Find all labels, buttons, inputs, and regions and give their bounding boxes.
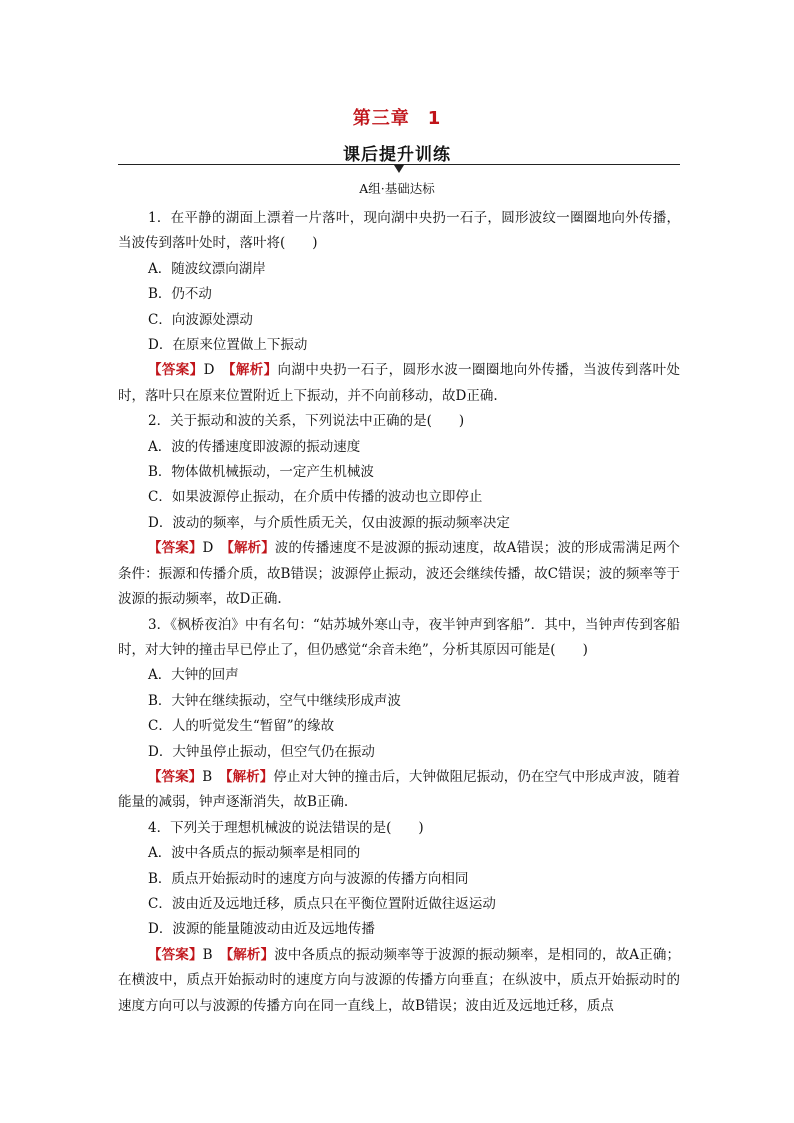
option: A．波中各质点的振动频率是相同的 bbox=[148, 845, 361, 862]
question-stem: 3．《枫桥夜泊》中有名句：“姑苏城外寒山寺，夜半钟声到客船”．其中，当钟声传到客船时，对大钟的撞击早已停止了，但仍感觉“余音未绝”，分析其原因可能是( ) bbox=[118, 616, 680, 658]
option: A．大钟的回声 bbox=[148, 667, 239, 684]
triangle-down-icon bbox=[394, 165, 404, 173]
option: A．波的传播速度即波源的振动速度 bbox=[148, 438, 361, 455]
option: C．波由近及远地迁移，质点只在平衡位置附近做往返运动 bbox=[148, 895, 496, 912]
analysis-text: 波中各质点的振动频率等于波源的振动频率，是相同的，故A正确；在横波中，质点开始振动时的速度方向与波源的传播方向垂直；在纵波中，质点开始振动时的速度方向可以与波源的传播方向在同一直线上，故B错误；波由近及远地迁移，质点 bbox=[118, 946, 681, 1014]
answer-tag: 【答案】 bbox=[148, 768, 203, 785]
option: B．质点开始振动时的速度方向与波源的传播方向相同 bbox=[148, 870, 469, 887]
page-title: 课后提升训练 bbox=[343, 145, 451, 165]
answer-tag: 【答案】 bbox=[148, 540, 203, 557]
option: A．随波纹漂向湖岸 bbox=[148, 260, 266, 277]
option: D．波动的频率，与介质性质无关，仅由波源的振动频率决定 bbox=[148, 514, 510, 531]
option: B．大钟在继续振动，空气中继续形成声波 bbox=[148, 692, 401, 709]
option: D．在原来位置做上下振动 bbox=[148, 337, 308, 354]
analysis-tag: 【解析】 bbox=[225, 768, 274, 785]
option: B．仍不动 bbox=[148, 286, 212, 303]
analysis-text: 向湖中央扔一石子，圆形水波一圈圈地向外传播，当波传到落叶处时，落叶只在原来位置附近上下振动，并不向前移动，故D正确. bbox=[118, 362, 681, 404]
answer-block bbox=[118, 943, 680, 1019]
option: D．波源的能量随波动由近及远地传播 bbox=[148, 921, 375, 938]
answer-block bbox=[118, 536, 680, 612]
answer-value: D bbox=[202, 540, 214, 557]
answer-value: B bbox=[202, 946, 213, 963]
analysis-tag: 【解析】 bbox=[228, 362, 278, 379]
chapter-heading bbox=[0, 104, 794, 130]
group-heading: A组·基础达标 bbox=[359, 181, 435, 196]
option: C．如果波源停止振动，在介质中传播的波动也立即停止 bbox=[148, 489, 483, 506]
analysis-text: 波的传播速度不是波源的振动速度，故A错误；波的形成需满足两个条件：振源和传播介质，故B错误；波源停止振动，波还会继续传播，故C错误；波的频率等于波源的振动频率，故D正确. bbox=[118, 540, 681, 608]
answer-block bbox=[118, 765, 680, 816]
option: D．大钟虽停止振动，但空气仍在振动 bbox=[148, 743, 375, 760]
question-list bbox=[118, 206, 680, 1019]
analysis-text: 停止对大钟的撞击后，大钟做阻尼振动，仍在空气中形成声波，随着能量的减弱，钟声逐渐消失，故B正确. bbox=[118, 768, 681, 811]
chapter-label: 第三章 bbox=[352, 108, 410, 129]
question-stem: 4．下列关于理想机械波的说法错误的是( ) bbox=[148, 819, 424, 836]
option: B．物体做机械振动，一定产生机械波 bbox=[148, 464, 374, 481]
question-stem: 2．关于振动和波的关系，下列说法中正确的是( ) bbox=[148, 413, 465, 430]
answer-block bbox=[118, 358, 680, 409]
analysis-tag: 【解析】 bbox=[226, 946, 275, 963]
chapter-number: 1 bbox=[427, 108, 442, 129]
answer-value: B bbox=[202, 768, 213, 785]
analysis-tag: 【解析】 bbox=[227, 540, 275, 557]
option: C．向波源处漂动 bbox=[148, 311, 253, 328]
question-stem: 1．在平静的湖面上漂着一片落叶，现向湖中央扔一石子，圆形波纹一圈圈地向外传播，当波传到落叶处时，落叶将( ) bbox=[118, 210, 680, 252]
answer-tag: 【答案】 bbox=[148, 946, 203, 963]
option: C．人的听觉发生“暂留”的缘故 bbox=[148, 718, 335, 735]
answer-value: D bbox=[203, 362, 215, 379]
answer-tag: 【答案】 bbox=[148, 362, 204, 379]
